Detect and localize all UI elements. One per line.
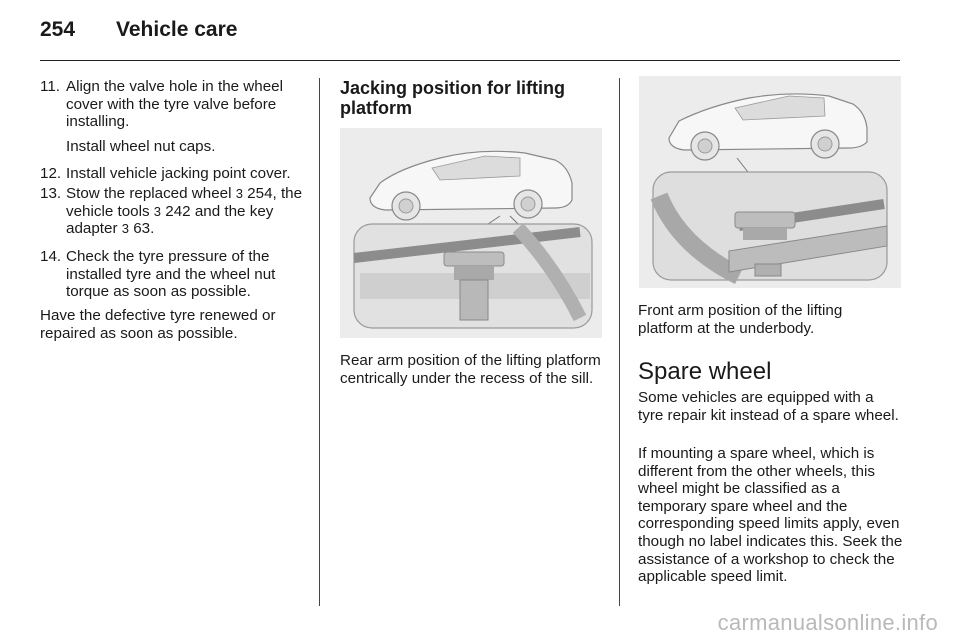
section-title: Vehicle care <box>116 18 238 41</box>
column-3 <box>638 302 910 612</box>
rear-arm-illustration <box>340 128 602 338</box>
paragraph: Some vehicles are equipped with a tyre repair kit instead of a spare wheel. <box>638 389 899 424</box>
figure-caption: Rear arm position of the lifting platform centrically under the recess of the sill. <box>340 352 601 387</box>
rear-arm-caption-block <box>340 352 605 412</box>
page-number: 254 <box>40 18 76 41</box>
section-heading: Spare wheel <box>638 358 772 385</box>
column-divider-1 <box>319 78 320 606</box>
figure-caption: Front arm position of the lifting platform at the underbody. <box>638 302 843 337</box>
watermark: carmanualsonline.info <box>717 610 938 635</box>
header-rule <box>40 60 900 61</box>
column-1: 11. Align the valve hole in the wheel cover with the tyre valve before installing. Install wheel nut caps. 12. Install vehicle jacking point cover. 13. Stow the replaced wheel 3 254, the vehicle tools 3 242 and the key adapter 3 63. 14. Check the tyre pressure of the installed tyre and the wheel nut torque as soon as possible. Have the defective tyre renewed or repaired as soon as possible. <box>40 78 310 378</box>
xref-arrow-icon: 3 <box>121 221 129 237</box>
column-divider-2 <box>619 78 620 606</box>
page-header <box>40 18 237 42</box>
xref-arrow-icon: 3 <box>235 186 243 201</box>
closing-paragraph: Have the defective tyre renewed or repaired as soon as possible. <box>40 307 276 342</box>
front-arm-illustration <box>639 76 901 288</box>
paragraph: If mounting a spare wheel, which is different from the other wheels, this wheel might be classified as a temporary spare wheel and the corresponding speed limits apply, even though no label indicates this. Seek the assistance of a workshop to check the applicable speed limit. <box>638 445 903 586</box>
xref-arrow-icon: 3 <box>153 203 162 219</box>
section-heading: Jacking position for lifting platform <box>340 78 565 118</box>
